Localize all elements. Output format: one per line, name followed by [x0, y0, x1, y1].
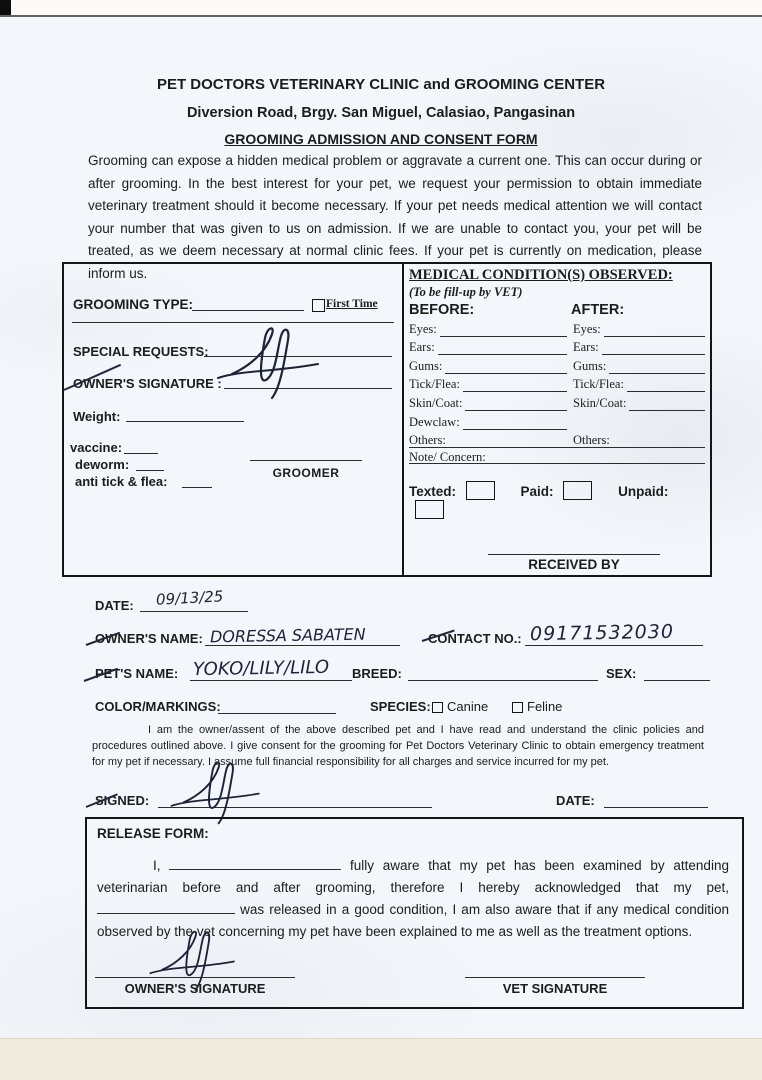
before-ears-line	[438, 352, 567, 355]
owner-name-label: OWNER'S NAME:	[95, 631, 203, 646]
release-owner-signature-label: OWNER'S SIGNATURE	[124, 981, 266, 996]
after-others-label: Others:	[573, 433, 610, 448]
before-dewclaw	[409, 415, 567, 430]
release-form-box	[85, 817, 744, 1009]
after-header: AFTER:	[571, 302, 625, 318]
medical-observed-section	[409, 267, 705, 465]
deworm-blank	[136, 458, 164, 471]
after-ears-label: Ears:	[573, 340, 599, 355]
form-title	[0, 131, 762, 147]
form-title-text: GROOMING ADMISSION AND CONSENT FORM	[224, 131, 538, 147]
date-label: DATE:	[95, 598, 134, 613]
after-skincoat-label: Skin/Coat:	[573, 395, 627, 410]
color-markings-label: COLOR/MARKINGS:	[95, 699, 221, 714]
canine-checkbox	[432, 702, 443, 713]
after-eyes	[573, 322, 705, 337]
after-tickflea-label: Tick/Flea:	[573, 377, 624, 392]
anti-tick-flea-blank	[182, 475, 212, 488]
first-time-checkbox	[312, 299, 325, 312]
pet-name-handwritten: YOKO/LILY/LILO	[192, 656, 330, 681]
paid-label: Paid:	[520, 484, 554, 499]
release-name-blank	[169, 856, 341, 870]
med-row-gums	[409, 355, 705, 374]
med-row-ears	[409, 337, 705, 356]
contact-no-line	[525, 645, 703, 646]
paid-checkbox	[563, 481, 592, 500]
deworm-label: deworm:	[75, 457, 130, 472]
medical-rows	[409, 318, 705, 448]
before-eyes-line	[440, 334, 567, 337]
note-concern-label: Note/ Concern:	[409, 450, 486, 465]
before-skincoat-label: Skin/Coat:	[409, 395, 463, 410]
clinic-address	[0, 105, 762, 121]
release-vet-signature-label: VET SIGNATURE	[502, 981, 608, 996]
owner-name-handwritten: DORESSA SABATEN	[209, 624, 366, 647]
scan-corner-black	[0, 0, 11, 15]
release-p-start: I,	[153, 858, 161, 873]
before-dewclaw-label: Dewclaw:	[409, 414, 460, 429]
groomer-label: GROOMER	[272, 466, 340, 480]
before-eyes	[409, 322, 567, 337]
weight-blank	[126, 409, 244, 422]
signed-date-label: DATE:	[556, 793, 595, 808]
before-skincoat-line	[465, 408, 567, 411]
date-handwritten: 09/13/25	[155, 587, 224, 609]
before-tickflea-label: Tick/Flea:	[409, 377, 460, 392]
clinic-name-text: PET DOCTORS VETERINARY CLINIC and GROOMING CENTER	[156, 76, 606, 93]
consent-paragraph: I am the owner/assent of the above described pet and I have read and understand the clinic policies and procedures outlined above. I give consent for the grooming for Pet Doctors Veterinary Clinic to obtain emergency treatment for my pet if necessary. I assume full financial responsibility for all charges and service incurred for my pet.	[92, 724, 704, 768]
medical-subtitle: (To be fill-up by VET)	[409, 285, 523, 299]
after-skincoat-line	[629, 408, 705, 411]
sex-line	[644, 680, 710, 681]
owner-signature-label: OWNER'S SIGNATURE :	[73, 376, 222, 391]
med-row-skincoat	[409, 392, 705, 411]
before-ears	[409, 340, 567, 355]
release-p-end: was released in a good condition, I am also aware that if any medical condition observed by the vet concerning my pet have been explained to me as well as the treatment options.	[97, 902, 729, 939]
special-requests-label: SPECIAL REQUESTS:	[73, 344, 209, 359]
note-line-2	[409, 463, 705, 464]
before-gums-label: Gums:	[409, 358, 443, 373]
after-eyes-line	[604, 334, 705, 337]
note-line-1	[409, 447, 705, 448]
sex-label: SEX:	[606, 666, 637, 681]
color-markings-line	[218, 713, 336, 714]
pet-name-label: PET'S NAME:	[95, 666, 179, 681]
clinic-address-text: Diversion Road, Brgy. San Miguel, Calasiao, Pangasinan	[186, 105, 576, 121]
unpaid-checkbox	[415, 500, 444, 519]
scan-edge-top	[0, 0, 762, 17]
contact-no-label: CONTACT NO.:	[428, 631, 522, 646]
date-line	[140, 611, 248, 612]
before-others	[409, 433, 567, 448]
intro-paragraph: Grooming can expose a hidden medical problem or aggravate a current one. This can occur during or after grooming. In the best interest for your pet, we request your permission to obtain immediate veterinary treatment should it become necessary. If your pet needs medical attention we will contact your number that was given to us on admission. If we are unable to contact you, your pet will be treated, as we deem necessary at normal clinic fees. If your pet is currently on medication, please inform us.	[88, 153, 702, 281]
owner-signature-ink	[214, 322, 324, 400]
groomer-line	[250, 460, 362, 461]
received-by-label: RECEIVED BY	[528, 557, 620, 572]
after-tickflea-line	[627, 389, 705, 392]
box-divider	[402, 264, 404, 575]
payment-row	[409, 481, 705, 519]
after-gums	[573, 359, 705, 374]
after-skincoat	[573, 396, 705, 411]
breed-line	[408, 680, 598, 681]
before-ears-label: Ears:	[409, 340, 435, 355]
before-header: BEFORE:	[409, 302, 475, 318]
signed-date-line	[604, 807, 708, 808]
vaccine-blank	[124, 441, 158, 454]
texted-checkbox	[466, 481, 495, 500]
texted-label: Texted:	[409, 484, 457, 499]
before-dewclaw-line	[463, 427, 567, 430]
unpaid-label: Unpaid:	[618, 484, 669, 499]
grooming-type-label: GROOMING TYPE:	[73, 297, 194, 312]
before-tickflea-line	[463, 389, 567, 392]
release-p-mid: fully aware that my pet has been examined by attending veterinarian before and after grooming, therefore I hereby acknowledged that my pet,	[97, 858, 729, 895]
after-others	[573, 433, 705, 448]
med-row-tickflea	[409, 374, 705, 393]
after-ears-line	[602, 352, 705, 355]
weight-label: Weight:	[73, 409, 121, 424]
feline-checkbox	[512, 702, 523, 713]
first-time-label: First Time	[326, 298, 378, 310]
before-gums-line	[445, 371, 567, 374]
before-skincoat	[409, 396, 567, 411]
received-by-line	[488, 554, 660, 555]
med-row-eyes	[409, 318, 705, 337]
vaccine-label: vaccine:	[70, 440, 123, 455]
after-gums-label: Gums:	[573, 358, 607, 373]
release-form-title: RELEASE FORM:	[97, 826, 209, 841]
contact-no-handwritten: 09171532030	[529, 620, 675, 646]
signed-label: SIGNED:	[95, 793, 150, 808]
grooming-type-blank	[192, 298, 304, 311]
after-ears	[573, 340, 705, 355]
before-tickflea	[409, 377, 567, 392]
anti-tick-flea-label: anti tick & flea:	[75, 474, 168, 489]
before-others-label: Others:	[409, 433, 446, 448]
before-eyes-label: Eyes:	[409, 321, 437, 336]
medical-title: MEDICAL CONDITION(S) OBSERVED:	[409, 267, 673, 283]
release-owner-signature-line	[95, 977, 295, 978]
after-tickflea	[573, 377, 705, 392]
pet-name-line	[190, 680, 352, 681]
after-eyes-label: Eyes:	[573, 321, 601, 336]
after-gums-line	[609, 371, 705, 374]
scan-edge-bottom	[0, 1038, 762, 1080]
before-gums	[409, 359, 567, 374]
med-row-dewclaw	[409, 411, 705, 430]
canine-label: Canine	[447, 699, 489, 714]
breed-label: BREED:	[352, 666, 402, 681]
feline-label: Feline	[527, 699, 563, 714]
release-pet-blank	[97, 900, 235, 914]
release-vet-signature-line	[465, 977, 645, 978]
admission-box	[62, 262, 712, 577]
clinic-name	[0, 76, 762, 93]
med-row-others	[409, 430, 705, 449]
species-label: SPECIES:	[370, 699, 431, 714]
